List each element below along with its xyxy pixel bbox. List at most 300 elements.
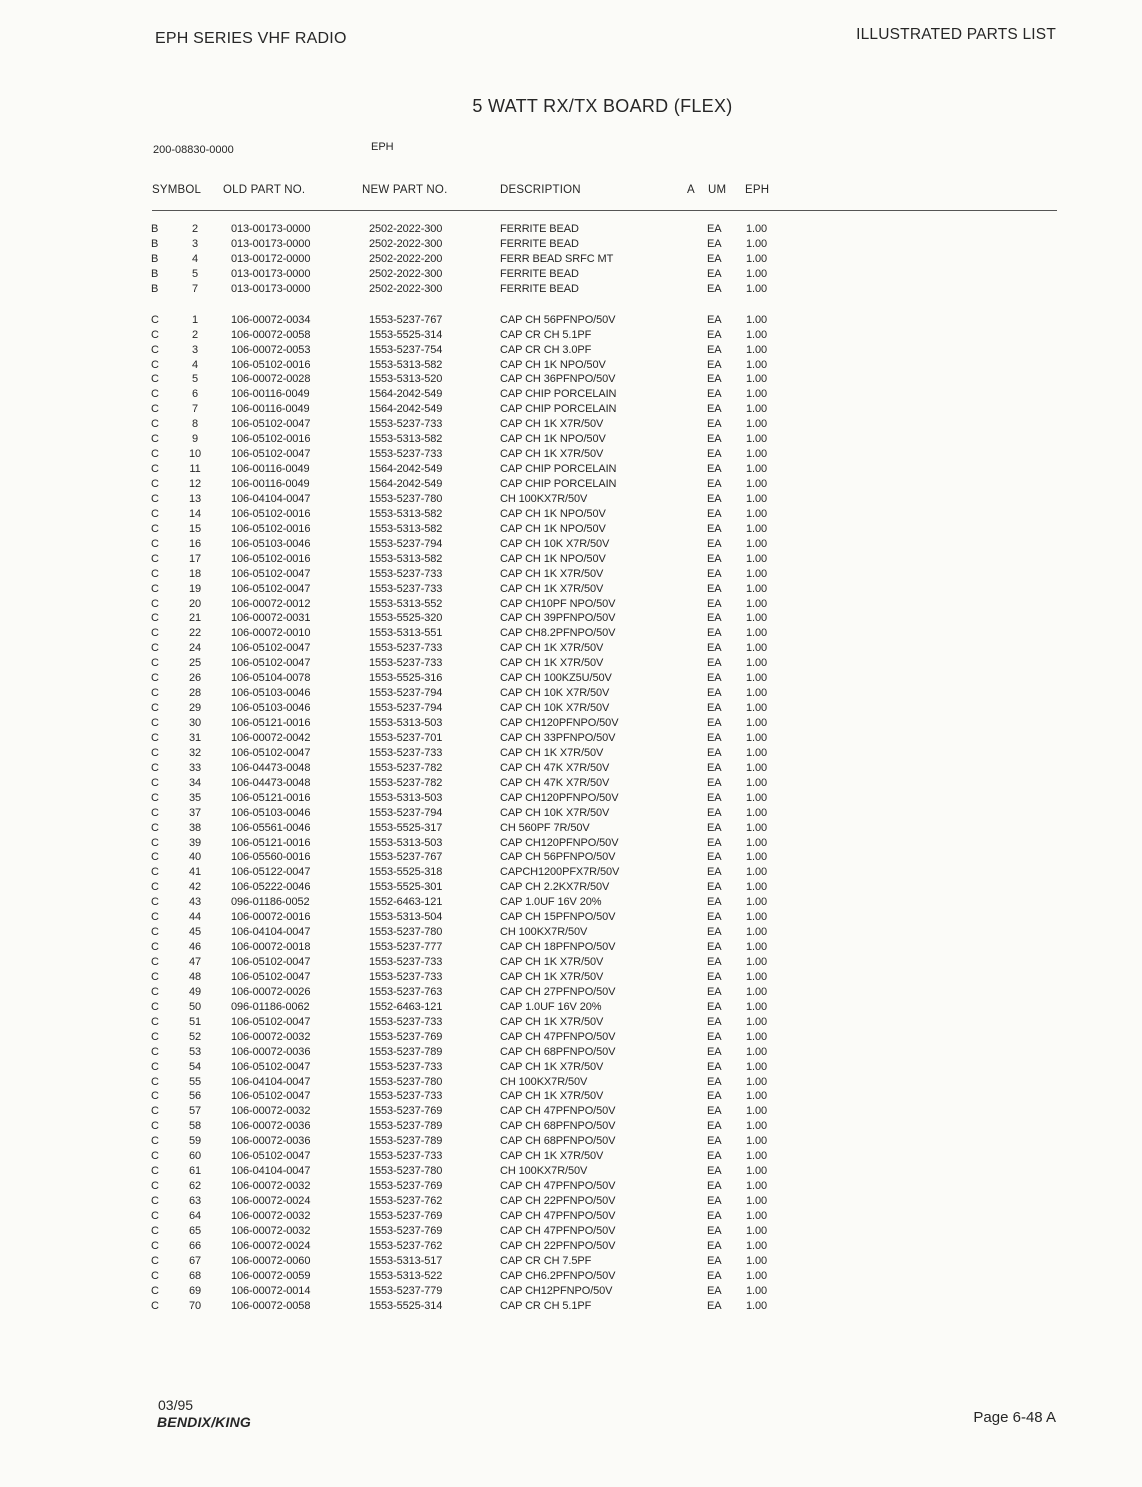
row-old-part-number: 106-04104-0047 [231, 1165, 311, 1178]
row-new-part-number: 1553-5237-789 [369, 1120, 443, 1133]
row-item-number: 56 [188, 1090, 202, 1103]
row-old-part-number: 106-05102-0047 [231, 970, 311, 983]
row-symbol: C [151, 313, 159, 326]
row-item-number: 16 [188, 537, 202, 550]
row-symbol: B [151, 267, 159, 280]
row-item-number: 2 [191, 223, 199, 235]
row-description: CAP CH 47PFNPO/50V [500, 1180, 616, 1193]
row-unit-of-measure: EA [707, 403, 722, 416]
row-new-part-number: 2502-2022-300 [369, 237, 443, 250]
row-new-part-number: 1564-2042-549 [369, 463, 443, 476]
row-symbol: C [151, 1105, 159, 1118]
row-quantity: 1.00 [746, 522, 768, 535]
row-quantity: 1.00 [746, 252, 768, 265]
row-quantity: 1.00 [746, 821, 768, 834]
row-quantity: 1.00 [746, 313, 768, 326]
row-old-part-number: 106-00072-0031 [231, 612, 311, 625]
table-row [0, 492, 1142, 507]
table-row [0, 1179, 1142, 1194]
row-quantity: 1.00 [746, 642, 768, 655]
table-row [0, 1254, 1142, 1269]
row-item-number: 55 [188, 1075, 202, 1088]
row-old-part-number: 106-05561-0046 [231, 821, 311, 834]
row-symbol: C [151, 956, 159, 968]
row-unit-of-measure: EA [707, 492, 722, 505]
row-unit-of-measure: EA [707, 282, 722, 295]
row-quantity: 1.00 [746, 806, 768, 819]
row-symbol: C [151, 1299, 159, 1312]
row-description: CAP CH 1K X7R/50V [500, 746, 604, 759]
row-quantity: 1.00 [746, 1015, 768, 1028]
row-symbol: B [151, 223, 159, 235]
row-quantity: 1.00 [746, 478, 768, 490]
row-unit-of-measure: EA [707, 1045, 722, 1058]
table-row [0, 402, 1142, 417]
row-quantity: 1.00 [746, 537, 768, 550]
row-old-part-number: 106-05102-0047 [231, 1090, 311, 1103]
row-old-part-number: 106-05102-0047 [231, 1060, 311, 1073]
col-header-new-part: NEW PART NO. [362, 184, 448, 196]
row-unit-of-measure: EA [707, 687, 722, 700]
row-description: CAP CH 10K X7R/50V [500, 702, 610, 715]
row-unit-of-measure: EA [707, 806, 722, 819]
row-new-part-number: 1553-5237-733 [369, 1015, 443, 1028]
row-description: CAP CH 27PFNPO/50V [500, 985, 616, 998]
row-quantity: 1.00 [746, 1105, 768, 1118]
table-row [0, 1000, 1142, 1015]
row-symbol: C [151, 657, 159, 670]
row-unit-of-measure: EA [707, 702, 722, 715]
table-row [0, 1224, 1142, 1239]
row-new-part-number: 1564-2042-549 [369, 478, 443, 490]
row-description: CAP CH 1K X7R/50V [500, 657, 604, 670]
row-old-part-number: 106-00072-0014 [231, 1284, 311, 1297]
row-new-part-number: 1553-5313-582 [369, 507, 443, 520]
row-description: CAP CH 47PFNPO/50V [500, 1224, 616, 1237]
row-quantity: 1.00 [746, 507, 768, 520]
row-symbol: C [151, 731, 159, 744]
row-unit-of-measure: EA [707, 731, 722, 744]
row-unit-of-measure: EA [707, 1165, 722, 1178]
row-quantity: 1.00 [746, 388, 768, 401]
assembly-model: EPH [371, 141, 394, 153]
row-description: CAP CH 1K NPO/50V [500, 552, 606, 565]
row-item-number: 34 [188, 776, 202, 789]
row-quantity: 1.00 [746, 657, 768, 670]
row-quantity: 1.00 [746, 941, 768, 954]
row-description: CAP CH 1K X7R/50V [500, 1150, 604, 1163]
row-description: CAP 1.0UF 16V 20% [500, 1000, 602, 1013]
row-symbol: C [151, 1090, 159, 1103]
row-quantity: 1.00 [746, 1239, 768, 1252]
row-description: CAP CR CH 3.0PF [500, 343, 592, 356]
table-row [0, 985, 1142, 1000]
table-row [0, 1164, 1142, 1179]
row-new-part-number: 1553-5237-789 [369, 1045, 443, 1058]
row-unit-of-measure: EA [707, 746, 722, 759]
table-row [0, 343, 1142, 358]
row-symbol: C [151, 1180, 159, 1193]
row-item-number: 29 [188, 702, 202, 715]
row-symbol: C [151, 597, 159, 610]
table-row [0, 358, 1142, 373]
row-description: CH 100KX7R/50V [500, 492, 588, 505]
row-new-part-number: 1553-5237-769 [369, 1224, 443, 1237]
row-old-part-number: 106-05102-0016 [231, 433, 311, 446]
row-symbol: C [151, 507, 159, 520]
row-description: CAP CH 15PFNPO/50V [500, 911, 616, 924]
row-symbol: C [151, 567, 159, 580]
row-symbol: C [151, 702, 159, 715]
row-unit-of-measure: EA [707, 418, 722, 431]
row-symbol: C [151, 761, 159, 774]
table-row [0, 970, 1142, 985]
row-unit-of-measure: EA [707, 478, 722, 490]
row-quantity: 1.00 [746, 343, 768, 356]
row-item-number: 9 [191, 433, 199, 446]
row-description: CAPCH1200PFX7R/50V [500, 866, 620, 879]
row-unit-of-measure: EA [707, 1195, 722, 1207]
row-item-number: 38 [188, 821, 202, 834]
row-description: CAP CH 33PFNPO/50V [500, 731, 616, 744]
row-old-part-number: 106-05121-0016 [231, 717, 311, 729]
row-quantity: 1.00 [746, 612, 768, 625]
row-quantity: 1.00 [746, 1045, 768, 1058]
row-old-part-number: 106-05103-0046 [231, 537, 311, 550]
row-description: CAP CH 1K X7R/50V [500, 956, 604, 968]
row-old-part-number: 106-00072-0034 [231, 313, 311, 326]
row-quantity: 1.00 [746, 1090, 768, 1103]
table-row [0, 776, 1142, 791]
row-old-part-number: 106-00072-0024 [231, 1195, 311, 1207]
row-symbol: C [151, 478, 159, 490]
row-item-number: 68 [188, 1269, 202, 1282]
row-old-part-number: 106-00072-0032 [231, 1030, 311, 1043]
row-old-part-number: 106-04473-0048 [231, 776, 311, 789]
row-new-part-number: 1553-5237-782 [369, 776, 443, 789]
row-unit-of-measure: EA [707, 1135, 722, 1148]
row-item-number: 31 [188, 731, 202, 744]
table-row [0, 582, 1142, 597]
row-old-part-number: 106-05102-0047 [231, 657, 311, 670]
row-new-part-number: 1553-5237-733 [369, 970, 443, 983]
row-item-number: 60 [188, 1150, 202, 1163]
table-row [0, 865, 1142, 880]
row-unit-of-measure: EA [707, 507, 722, 520]
row-old-part-number: 106-00072-0026 [231, 985, 311, 998]
table-row [0, 552, 1142, 567]
row-description: CAP CH 10K X7R/50V [500, 687, 610, 700]
row-unit-of-measure: EA [707, 866, 722, 879]
row-description: FERRITE BEAD [500, 267, 579, 280]
row-item-number: 57 [188, 1105, 202, 1118]
row-item-number: 70 [188, 1299, 202, 1312]
row-quantity: 1.00 [746, 1269, 768, 1282]
row-old-part-number: 106-05222-0046 [231, 881, 311, 894]
row-quantity: 1.00 [746, 776, 768, 789]
row-unit-of-measure: EA [707, 672, 722, 685]
row-description: CAP CH 1K X7R/50V [500, 642, 604, 655]
table-row [0, 1104, 1142, 1119]
row-new-part-number: 1553-5525-317 [369, 821, 443, 834]
row-description: FERR BEAD SRFC MT [500, 252, 614, 265]
table-row [0, 1089, 1142, 1104]
row-item-number: 48 [188, 970, 202, 983]
row-symbol: C [151, 373, 159, 386]
row-unit-of-measure: EA [707, 956, 722, 968]
row-symbol: C [151, 836, 159, 849]
table-row [0, 925, 1142, 940]
table-row [0, 1194, 1142, 1209]
row-quantity: 1.00 [746, 791, 768, 804]
row-item-number: 53 [188, 1045, 202, 1058]
row-old-part-number: 106-00072-0036 [231, 1045, 311, 1058]
row-description: CAP CH 1K NPO/50V [500, 433, 606, 446]
row-unit-of-measure: EA [707, 1120, 722, 1133]
row-item-number: 1 [191, 313, 199, 326]
row-item-number: 11 [189, 463, 201, 476]
row-symbol: C [151, 672, 159, 685]
row-item-number: 39 [188, 836, 202, 849]
row-item-number: 7 [191, 403, 199, 416]
row-new-part-number: 1553-5237-733 [369, 657, 443, 670]
table-row [0, 626, 1142, 641]
row-item-number: 44 [188, 911, 202, 924]
row-new-part-number: 1553-5525-314 [369, 1299, 443, 1312]
row-unit-of-measure: EA [707, 1075, 722, 1088]
row-quantity: 1.00 [746, 627, 768, 640]
table-row [0, 701, 1142, 716]
row-item-number: 25 [188, 657, 202, 670]
row-unit-of-measure: EA [707, 776, 722, 789]
row-quantity: 1.00 [746, 896, 768, 909]
row-quantity: 1.00 [746, 597, 768, 610]
table-row [0, 806, 1142, 821]
row-description: CAP CR CH 5.1PF [500, 328, 592, 341]
row-symbol: C [151, 1000, 159, 1013]
col-header-a: A [687, 184, 695, 196]
table-row [0, 671, 1142, 686]
table-row [0, 507, 1142, 522]
row-old-part-number: 106-05102-0047 [231, 448, 311, 461]
row-symbol: C [151, 582, 159, 595]
row-item-number: 45 [188, 926, 202, 939]
row-new-part-number: 1553-5313-520 [369, 373, 443, 386]
row-old-part-number: 013-00173-0000 [231, 237, 311, 250]
row-item-number: 12 [188, 478, 202, 490]
row-new-part-number: 1553-5237-733 [369, 1090, 443, 1103]
row-quantity: 1.00 [746, 403, 768, 416]
row-quantity: 1.00 [746, 1284, 768, 1297]
row-new-part-number: 1553-5237-794 [369, 806, 443, 819]
row-old-part-number: 106-00072-0032 [231, 1180, 311, 1193]
row-item-number: 59 [188, 1135, 202, 1148]
row-unit-of-measure: EA [707, 881, 722, 894]
row-unit-of-measure: EA [707, 717, 722, 729]
row-description: CAP CH 36PFNPO/50V [500, 373, 616, 386]
footer-date: 03/95 [158, 1397, 194, 1413]
row-symbol: C [151, 791, 159, 804]
col-header-eph: EPH [745, 184, 770, 196]
row-unit-of-measure: EA [707, 821, 722, 834]
row-description: CH 100KX7R/50V [500, 1165, 588, 1178]
row-item-number: 8 [191, 418, 199, 431]
row-unit-of-measure: EA [707, 926, 722, 939]
assembly-part-number: 200-08830-0000 [153, 144, 234, 156]
row-item-number: 66 [188, 1239, 202, 1252]
row-description: CAP CH 47K X7R/50V [500, 776, 610, 789]
table-row [0, 895, 1142, 910]
row-symbol: C [151, 642, 159, 655]
row-item-number: 52 [188, 1030, 202, 1043]
row-quantity: 1.00 [746, 267, 768, 280]
row-unit-of-measure: EA [707, 1209, 722, 1222]
row-symbol: C [151, 1150, 159, 1163]
row-description: CAP CH 1K NPO/50V [500, 522, 606, 535]
row-new-part-number: 1553-5237-733 [369, 418, 443, 431]
row-unit-of-measure: EA [707, 223, 722, 235]
row-old-part-number: 106-00116-0049 [231, 478, 310, 490]
row-symbol: C [151, 522, 159, 535]
row-unit-of-measure: EA [707, 267, 722, 280]
row-quantity: 1.00 [746, 1120, 768, 1133]
row-old-part-number: 106-04104-0047 [231, 492, 311, 505]
row-old-part-number: 096-01186-0052 [231, 896, 310, 909]
col-header-um: UM [708, 184, 727, 196]
row-new-part-number: 1553-5237-763 [369, 985, 443, 998]
row-quantity: 1.00 [746, 836, 768, 849]
row-old-part-number: 013-00173-0000 [231, 223, 311, 235]
row-description: CAP CH 47PFNPO/50V [500, 1209, 616, 1222]
row-unit-of-measure: EA [707, 896, 722, 909]
table-row [0, 222, 1142, 237]
row-item-number: 35 [188, 791, 202, 804]
row-unit-of-measure: EA [707, 1015, 722, 1028]
row-unit-of-measure: EA [707, 1105, 722, 1118]
row-quantity: 1.00 [746, 1254, 768, 1267]
row-description: CAP CH10PF NPO/50V [500, 597, 616, 610]
row-old-part-number: 106-00072-0018 [231, 941, 311, 954]
row-description: FERRITE BEAD [500, 237, 579, 250]
row-description: CAP CHIP PORCELAIN [500, 463, 617, 476]
table-row [0, 282, 1142, 297]
row-unit-of-measure: EA [707, 463, 722, 476]
row-unit-of-measure: EA [707, 1224, 722, 1237]
row-unit-of-measure: EA [707, 358, 722, 371]
row-description: CAP CH 1K X7R/50V [500, 1060, 604, 1073]
row-quantity: 1.00 [746, 223, 768, 235]
row-quantity: 1.00 [746, 702, 768, 715]
table-row [0, 1239, 1142, 1254]
row-unit-of-measure: EA [707, 252, 722, 265]
row-quantity: 1.00 [746, 582, 768, 595]
row-old-part-number: 106-05102-0016 [231, 552, 311, 565]
row-quantity: 1.00 [746, 970, 768, 983]
row-new-part-number: 1553-5525-318 [369, 866, 443, 879]
row-description: CAP CH 56PFNPO/50V [500, 851, 616, 864]
row-quantity: 1.00 [746, 1135, 768, 1148]
row-old-part-number: 106-05102-0016 [231, 358, 311, 371]
table-row [0, 746, 1142, 761]
row-item-number: 14 [188, 507, 202, 520]
row-new-part-number: 1552-6463-121 [369, 1000, 443, 1013]
row-old-part-number: 106-05102-0047 [231, 746, 311, 759]
row-unit-of-measure: EA [707, 328, 722, 341]
row-new-part-number: 1553-5237-733 [369, 1150, 443, 1163]
row-quantity: 1.00 [746, 1180, 768, 1193]
row-description: CAP CH 10K X7R/50V [500, 537, 610, 550]
row-description: CAP CH 68PFNPO/50V [500, 1135, 616, 1148]
row-unit-of-measure: EA [707, 642, 722, 655]
row-old-part-number: 106-00072-0032 [231, 1209, 311, 1222]
row-unit-of-measure: EA [707, 761, 722, 774]
table-row [0, 237, 1142, 252]
row-symbol: C [151, 463, 159, 476]
row-description: FERRITE BEAD [500, 282, 579, 295]
row-old-part-number: 106-00072-0010 [231, 627, 311, 640]
row-symbol: C [151, 403, 159, 416]
row-item-number: 37 [188, 806, 202, 819]
row-symbol: C [151, 552, 159, 565]
row-old-part-number: 106-05121-0016 [231, 791, 311, 804]
row-symbol: C [151, 1209, 159, 1222]
row-new-part-number: 1553-5525-314 [369, 328, 443, 341]
row-quantity: 1.00 [746, 1075, 768, 1088]
row-symbol: C [151, 1239, 159, 1252]
col-header-symbol: SYMBOL [152, 184, 202, 196]
row-new-part-number: 2502-2022-200 [369, 252, 443, 265]
row-new-part-number: 1553-5237-701 [369, 731, 443, 744]
row-item-number: 33 [188, 761, 202, 774]
row-description: CAP CH120PFNPO/50V [500, 791, 619, 804]
row-description: CAP CR CH 5.1PF [500, 1299, 592, 1312]
row-description: CAP CH 1K X7R/50V [500, 418, 604, 431]
row-old-part-number: 106-00116-0049 [231, 463, 310, 476]
table-row [0, 447, 1142, 462]
row-item-number: 67 [188, 1254, 202, 1267]
table-row [0, 537, 1142, 552]
table-row [0, 522, 1142, 537]
row-new-part-number: 1553-5313-517 [369, 1254, 443, 1267]
row-old-part-number: 106-00072-0032 [231, 1105, 311, 1118]
row-item-number: 24 [188, 642, 202, 655]
row-symbol: C [151, 881, 159, 894]
row-item-number: 5 [191, 373, 199, 386]
row-new-part-number: 1553-5237-733 [369, 956, 443, 968]
table-row [0, 313, 1142, 328]
row-old-part-number: 106-04104-0047 [231, 1075, 311, 1088]
row-symbol: C [151, 1120, 159, 1133]
row-new-part-number: 1553-5237-777 [369, 941, 443, 954]
row-quantity: 1.00 [746, 911, 768, 924]
row-new-part-number: 1553-5237-733 [369, 746, 443, 759]
table-row [0, 910, 1142, 925]
row-old-part-number: 106-00072-0042 [231, 731, 311, 744]
row-description: CAP CH6.2PFNPO/50V [500, 1269, 616, 1282]
row-old-part-number: 106-05102-0047 [231, 582, 311, 595]
row-unit-of-measure: EA [707, 627, 722, 640]
row-old-part-number: 013-00173-0000 [231, 267, 311, 280]
row-quantity: 1.00 [746, 851, 768, 864]
row-symbol: C [151, 343, 159, 356]
row-new-part-number: 1553-5525-320 [369, 612, 443, 625]
row-quantity: 1.00 [746, 492, 768, 505]
row-new-part-number: 1553-5237-769 [369, 1105, 443, 1118]
row-quantity: 1.00 [746, 1209, 768, 1222]
row-symbol: C [151, 1195, 159, 1207]
row-old-part-number: 106-00072-0059 [231, 1269, 311, 1282]
row-item-number: 13 [188, 492, 202, 505]
